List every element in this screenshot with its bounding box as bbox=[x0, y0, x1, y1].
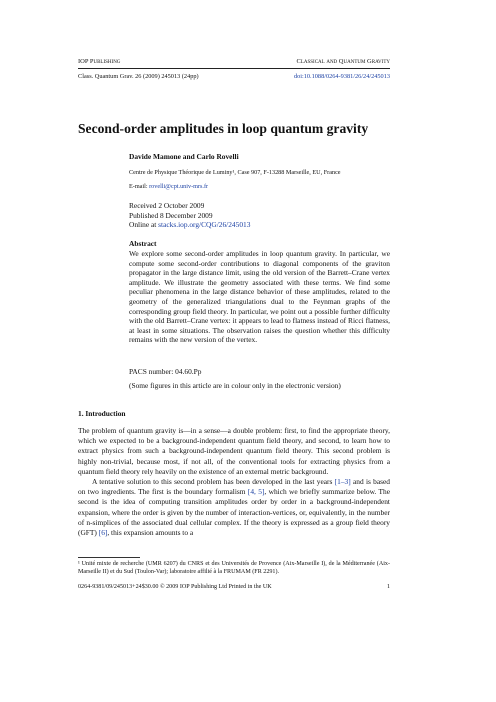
affiliation: Centre de Physique Théorique de Luminy¹, Case 907, F-13288 Marseille, EU, France bbox=[129, 169, 341, 176]
abstract-heading: Abstract bbox=[129, 239, 157, 248]
citation-link-4-5[interactable]: [4, 5] bbox=[247, 487, 265, 497]
email-label: E-mail: bbox=[129, 183, 148, 190]
published-date: Published 8 December 2009 bbox=[129, 210, 213, 220]
pacs-number: PACS number: 04.60.Pp bbox=[129, 367, 202, 376]
abstract-text: We explore some second-order amplitudes in loop quantum gravity. In particular, we compute some second-order contributions to diagonal components of the graviton propagator in the large distance limit, using the old version of the Barrett–Crane vertex amplitude. We illustrate the geometry associated with these terms. We find some peculiar phenomena in the large distance behavior of these amplitudes, related to the geometry of the generalized triangulations dual to the Feynman graphs of the corresponding group field theory. In particular, we point out a possible further difficulty with the old Barrett–Crane vertex: it appears to lead to flatness instead of Ricci flatness, at least in some situations. The observation raises the question whether this difficulty remains with the new version of the vertex. bbox=[129, 249, 390, 345]
intro-paragraph-1: The problem of quantum gravity is—in a sense—a double problem: first, to find the appropriate theory, which we expected to be a background-independent quantum field theory, and second, to learn how to extract physics from such a background-independent quantum field theory. This second problem is highly non-trivial, because most, if not all, of the conventional tools for extracting physics from a quantum field theory rely heavily on the existence of an external metric background. bbox=[78, 426, 390, 476]
received-date: Received 2 October 2009 bbox=[129, 201, 205, 210]
footnote-rule bbox=[78, 557, 140, 558]
p2-text-d: , this expansion amounts to a bbox=[107, 528, 194, 538]
p2-text-c: , which we briefly summarize below. The second is the idea of computing transition amplitudes order by order in a background-independent expansion, where the order is given by the number of interaction-vertices, or, equivalently, in the number of n-simplices of the associated dual cellular complex. If the theory is expressed as a group field theory (GFT) bbox=[78, 487, 390, 538]
paper-title: Second-order amplitudes in loop quantum gravity bbox=[78, 121, 369, 136]
online-line bbox=[129, 220, 390, 230]
citation-link-6[interactable]: [6] bbox=[98, 528, 108, 538]
journal-citation: Class. Quantum Grav. 26 (2009) 245013 (24pp) bbox=[78, 73, 199, 80]
p2-text-a: A tentative solution to this second problem has been developed in the last years bbox=[92, 477, 335, 487]
publication-dates bbox=[129, 201, 390, 230]
email-line bbox=[129, 183, 390, 191]
doi-link[interactable]: doi:10.1088/0264-9381/26/24/245013 bbox=[293, 73, 390, 80]
colour-note: (Some figures in this article are in colour only in the electronic version) bbox=[129, 381, 341, 390]
footer-copyright: 0264-9381/09/245013+24$30.00 © 2009 IOP Publishing Ltd Printed in the UK bbox=[78, 584, 272, 590]
intro-body bbox=[78, 426, 390, 538]
email-link[interactable]: rovelli@cpt.univ-mrs.fr bbox=[149, 183, 209, 190]
citation-link-1-3[interactable]: [1–3] bbox=[334, 477, 351, 487]
authors: Davide Mamone and Carlo Rovelli bbox=[129, 152, 239, 161]
section-heading-introduction: 1. Introduction bbox=[78, 409, 126, 418]
publisher-name: IOP Publishing bbox=[78, 58, 121, 65]
online-url-link[interactable]: stacks.iop.org/CQG/26/245013 bbox=[158, 220, 251, 230]
intro-paragraph-2 bbox=[78, 477, 390, 538]
p2-text-b: and is based on two ingredients. The first is the boundary formalism bbox=[78, 477, 390, 497]
online-label: Online at bbox=[129, 220, 157, 230]
page-number: 1 bbox=[386, 584, 390, 590]
journal-name: Classical and Quantum Gravity bbox=[296, 58, 390, 65]
header-rule bbox=[78, 68, 390, 69]
footnote: ¹ Unité mixte de recherche (UMR 6207) du CNRS et des Universités de Provence (Aix-Marseille I), de la Méditerranée (Aix-Marseille II) et du Sud (Toulon-Var); laboratoire affilié à la FRUMAM (FR 2291). bbox=[78, 561, 390, 575]
